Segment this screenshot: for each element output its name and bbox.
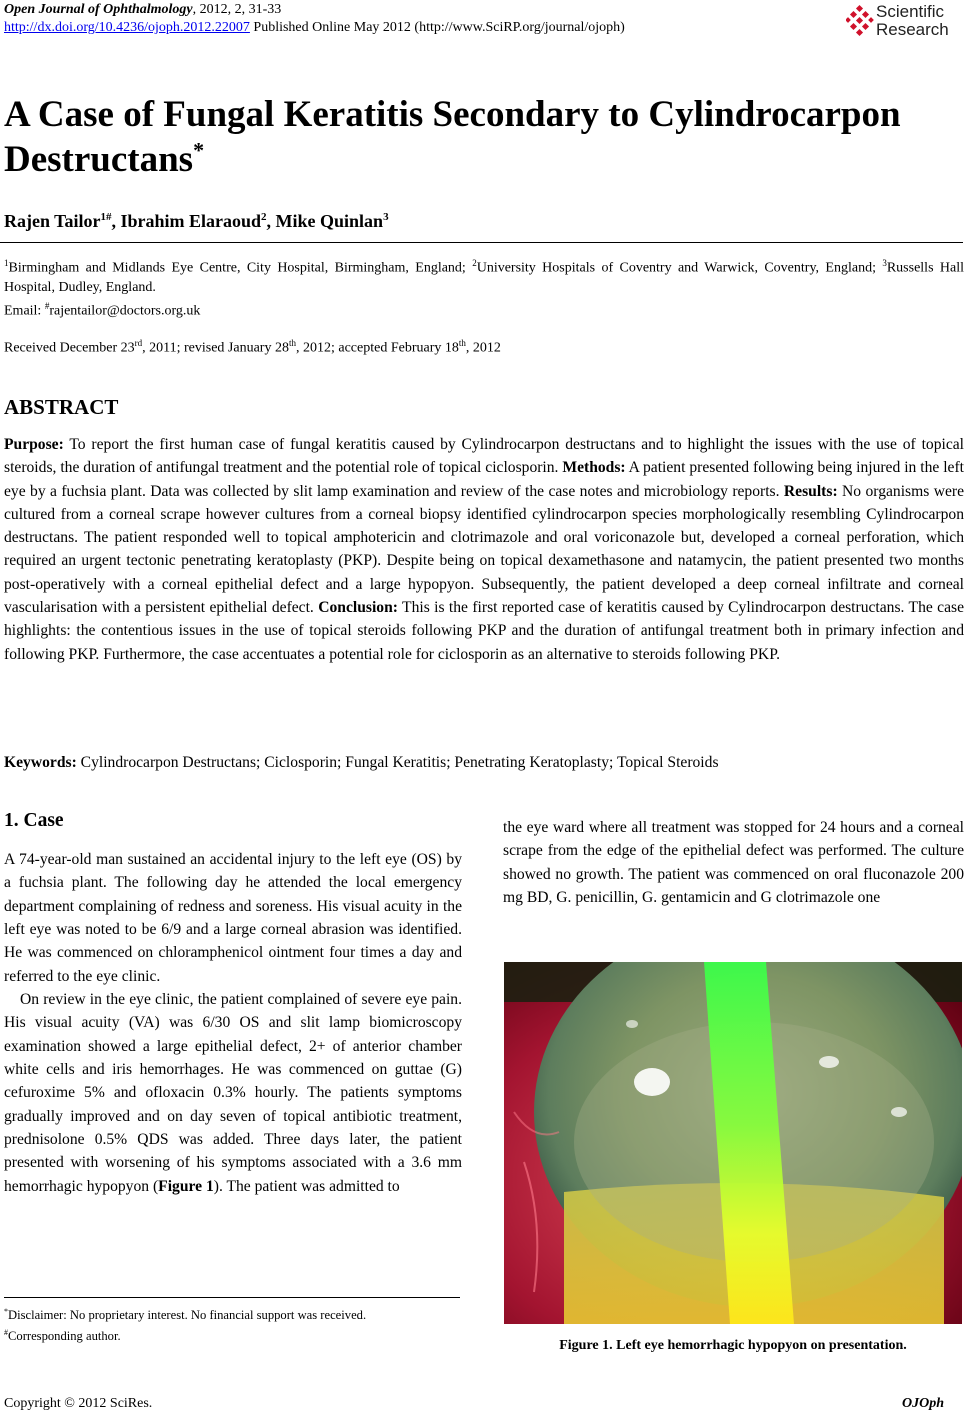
- copyright: Copyright © 2012 SciRes.: [4, 1396, 153, 1411]
- email-label: Email:: [4, 303, 45, 319]
- affil-sup: 1: [4, 258, 9, 268]
- date-sup: th: [288, 338, 296, 348]
- footnote-disclaimer: Disclaimer: No proprietary interest. No financial support was received.: [8, 1308, 367, 1323]
- publisher-logo: [846, 2, 966, 42]
- author-sup: 3: [383, 211, 389, 223]
- journal-name: Open Journal of Ophthalmology: [4, 2, 193, 17]
- date-accepted: , 2012; accepted February 18: [295, 340, 459, 356]
- author-sup: 2: [261, 211, 267, 223]
- affiliation-1: Birmingham and Midlands Eye Centre, City Hospital, Birmingham, England;: [8, 260, 473, 276]
- title-footnote-mark: *: [193, 137, 205, 163]
- title-line-2: Destructans: [4, 139, 194, 180]
- purpose-text: To report the first human case of fungal keratitis caused by Cylindrocarpon destructans and to highlight the issues with the use of topical steroids, the duration of antifungal treatment and the potential role of topical ciclosporin.: [4, 436, 964, 477]
- purpose-label: Purpose:: [4, 436, 64, 453]
- email-sup: #: [44, 300, 50, 311]
- keywords-label: Keywords:: [4, 754, 77, 771]
- logo-text: [876, 3, 949, 39]
- affil-sup: 3: [882, 258, 887, 268]
- doi-link[interactable]: http://dx.doi.org/10.4236/ojoph.2012.22007: [4, 20, 250, 35]
- affiliations: [4, 254, 964, 320]
- abstract-heading: ABSTRACT: [4, 395, 119, 419]
- journal-abbreviation: OJOph: [902, 1396, 945, 1411]
- paragraph-text: On review in the eye clinic, the patient complained of severe eye pain. His visual acuity (VA) was 6/30 OS and slit lamp biomicroscopy examination showed a large epithelial defect, 2+ of anterior chamber white cells and iris hemorrhages. He was commenced on guttae (G) cefuroxime 5% and ofloxacin 0.3% hourly. The patients symptoms gradually improved and on day seven of topical antibiotic treatment, prednisolone 0.5% QDS was added. Three days later, the patient presented with worsening of his symptoms associated with a 3.6 mm hemorrhagic hypopyon (: [4, 991, 462, 1195]
- figure-reference[interactable]: Figure 1: [158, 1177, 214, 1195]
- paragraph: A 74-year-old man sustained an accidental injury to the left eye (OS) by a fuchsia plant. The following day he attended the local emergency department complaining of redness and soreness. His visual acuity in the left eye was noted to be 6/9 and a large corneal abrasion was identified. He was commenced on chloramphenicol ointment four times a day and referred to the eye clinic.: [4, 851, 462, 985]
- affiliation-2: University Hospitals of Coventry and Warwick, Coventry, England;: [476, 260, 883, 276]
- footnotes: [4, 1303, 460, 1345]
- logo-line-1: Scientific: [876, 2, 945, 21]
- conclusion-label: Conclusion:: [318, 599, 398, 617]
- abstract-body: [4, 433, 964, 666]
- date-sup: rd: [134, 338, 143, 348]
- article-dates: [4, 338, 501, 357]
- right-column-text: the eye ward where all treatment was stopped for 24 hours and a corneal scrape from the edge of the epithelial defect was performed. The culture showed no growth. The patient was commenced on oral fluconazole 200 mg BD, G. penicillin, G. gentamicin and G clotrimazole one: [503, 819, 964, 907]
- keywords-text: Cylindrocarpon Destructans; Ciclosporin; Fungal Keratitis; Penetrating Keratoplasty; Topical Steroids: [76, 754, 719, 771]
- doi-line: [4, 20, 625, 36]
- author-divider: [0, 242, 963, 243]
- footnote-sup: #: [4, 1328, 8, 1338]
- diamond-logo-icon: [846, 4, 874, 40]
- paragraph-text: ). The patient was admitted to: [213, 1177, 400, 1195]
- author-sup: 1#: [100, 211, 112, 223]
- author-name: Ibrahim Elaraoud: [120, 211, 262, 231]
- results-label: Results:: [783, 482, 838, 500]
- methods-text: A patient presented following being injured in the left eye by a fuchsia plant. Data was collected by slit lamp examination and review of the case notes and microbiology reports.: [4, 459, 964, 500]
- keywords: [4, 751, 964, 774]
- figure-1-image: [504, 962, 962, 1324]
- author-separator: ,: [111, 211, 121, 231]
- date-tail: , 2012: [465, 340, 501, 356]
- conclusion-text: This is the first reported case of keratitis caused by Cylindrocarpon destructans. The case highlights: the contentious issues in the use of topical steroids following PKP and the duration of antifungal treatment both in primary infection and following PKP. Furthermore, the case accentuates a potential role for ciclosporin as an alternative to steroids following PKP.: [4, 599, 964, 663]
- paragraph: [4, 988, 462, 1198]
- journal-citation: [4, 2, 281, 18]
- published-online: Published Online May 2012 (http://www.SciRP.org/journal/ojoph): [249, 20, 625, 35]
- footnote-divider: [4, 1297, 460, 1298]
- section-heading: 1. Case: [4, 810, 64, 831]
- methods-label: Methods:: [562, 459, 626, 477]
- affiliation-3: Russells Hall Hospital, Dudley, England.: [4, 260, 964, 295]
- date-sup: th: [458, 338, 466, 348]
- article-title: [4, 92, 954, 182]
- figure-caption: Figure 1. Left eye hemorrhagic hypopyon on presentation.: [559, 1338, 907, 1353]
- eye-photo-illustration: [504, 962, 962, 1324]
- footnote-corresponding: Corresponding author.: [8, 1329, 121, 1344]
- journal-issue: , 2012, 2, 31-33: [192, 2, 282, 17]
- date-revised: , 2011; revised January 28: [142, 340, 289, 356]
- email-address[interactable]: rajentailor@doctors.org.uk: [49, 303, 201, 319]
- title-line-1: A Case of Fungal Keratitis Secondary to Cylindrocarpon: [4, 94, 901, 135]
- author-name: Mike Quinlan: [275, 211, 384, 231]
- author-separator: ,: [266, 211, 276, 231]
- author-list: [4, 211, 389, 232]
- logo-line-2: Research: [876, 20, 949, 39]
- footnote-sup: *: [4, 1307, 8, 1316]
- author-name: Rajen Tailor: [4, 211, 101, 231]
- date-received: Received December 23: [4, 340, 135, 356]
- affil-sup: 2: [472, 258, 477, 268]
- results-text: No organisms were cultured from a corneal scrape however cultures from a corneal biopsy identified cylindrocarpon species morphologically resembling Cylindrocarpon destructans. The patient responded well to topical amphotericin and clotrimazole and oral voriconazole but, developed a corneal perforation, which required an urgent tectonic penetrating keratoplasty (PKP). Despite being on topical dexamethasone and natamycin, the patient presented two months post-operatively with a corneal epithelial defect and a large hypopyon. Subsequently, the patient developed a deep corneal infiltrate and corneal vascularisation with a persistent epithelial defect.: [4, 482, 965, 617]
- left-column: [4, 848, 462, 1198]
